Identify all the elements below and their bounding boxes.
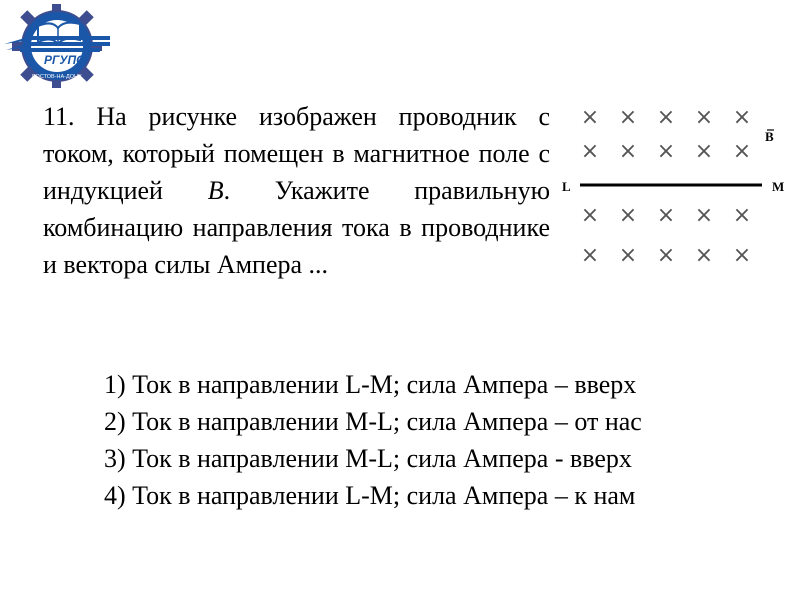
field-cross-symbol: ×	[694, 243, 714, 268]
field-cross-symbol: ×	[618, 203, 638, 228]
logo-ring-text: РОСТОВ-НА-ДОНУ	[32, 74, 82, 80]
field-cross-symbol: ×	[656, 203, 676, 228]
magnetic-field-diagram	[556, 100, 796, 270]
field-label: B	[765, 129, 774, 144]
field-cross-symbol: ×	[732, 243, 752, 268]
question-text-after: . Укажите правильную комбинацию направления тока в проводнике и вектора силы Ампера ...	[43, 176, 551, 279]
field-cross-symbol: ×	[618, 105, 638, 130]
field-cross-symbol: ×	[618, 139, 638, 164]
field-cross-symbol: ×	[580, 105, 600, 130]
logo-text: РГУПС	[44, 53, 85, 67]
field-cross-symbol: ×	[656, 139, 676, 164]
field-symbol: B	[207, 176, 224, 205]
question-text-before: На рисунке изображен проводник с током, который помещен в магнитное поле с индукцией	[43, 102, 550, 205]
answer-option: 2) Ток в направлении M-L; сила Ампера – от нас	[104, 407, 642, 436]
question-text	[43, 98, 550, 283]
field-cross-symbol: ×	[694, 139, 714, 164]
field-cross-symbol: ×	[656, 243, 676, 268]
answer-option: 3) Ток в направлении M-L; сила Ампера - вверх	[104, 444, 632, 473]
field-cross-symbol: ×	[694, 105, 714, 130]
field-cross-symbol: ×	[580, 243, 600, 268]
question-number: 11.	[43, 102, 75, 131]
conductor-figure	[556, 100, 796, 270]
left-end-label: L	[562, 179, 571, 194]
answer-options	[104, 366, 784, 514]
answer-option: 1) Ток в направлении L-M; сила Ампера – вверх	[104, 370, 637, 399]
field-cross-symbol: ×	[694, 203, 714, 228]
field-cross-symbol: ×	[618, 243, 638, 268]
university-logo	[2, 2, 112, 90]
field-cross-symbol: ×	[732, 203, 752, 228]
svg-text:U: U	[30, 24, 37, 34]
right-end-label: M	[772, 179, 785, 194]
field-cross-symbol: ×	[580, 139, 600, 164]
university-logo-icon	[2, 2, 112, 90]
field-cross-symbol: ×	[656, 105, 676, 130]
field-cross-symbol: ×	[732, 139, 752, 164]
field-cross-symbol: ×	[580, 203, 600, 228]
field-cross-symbol: ×	[732, 105, 752, 130]
answer-option: 4) Ток в направлении L-M; сила Ампера – к нам	[104, 481, 636, 510]
